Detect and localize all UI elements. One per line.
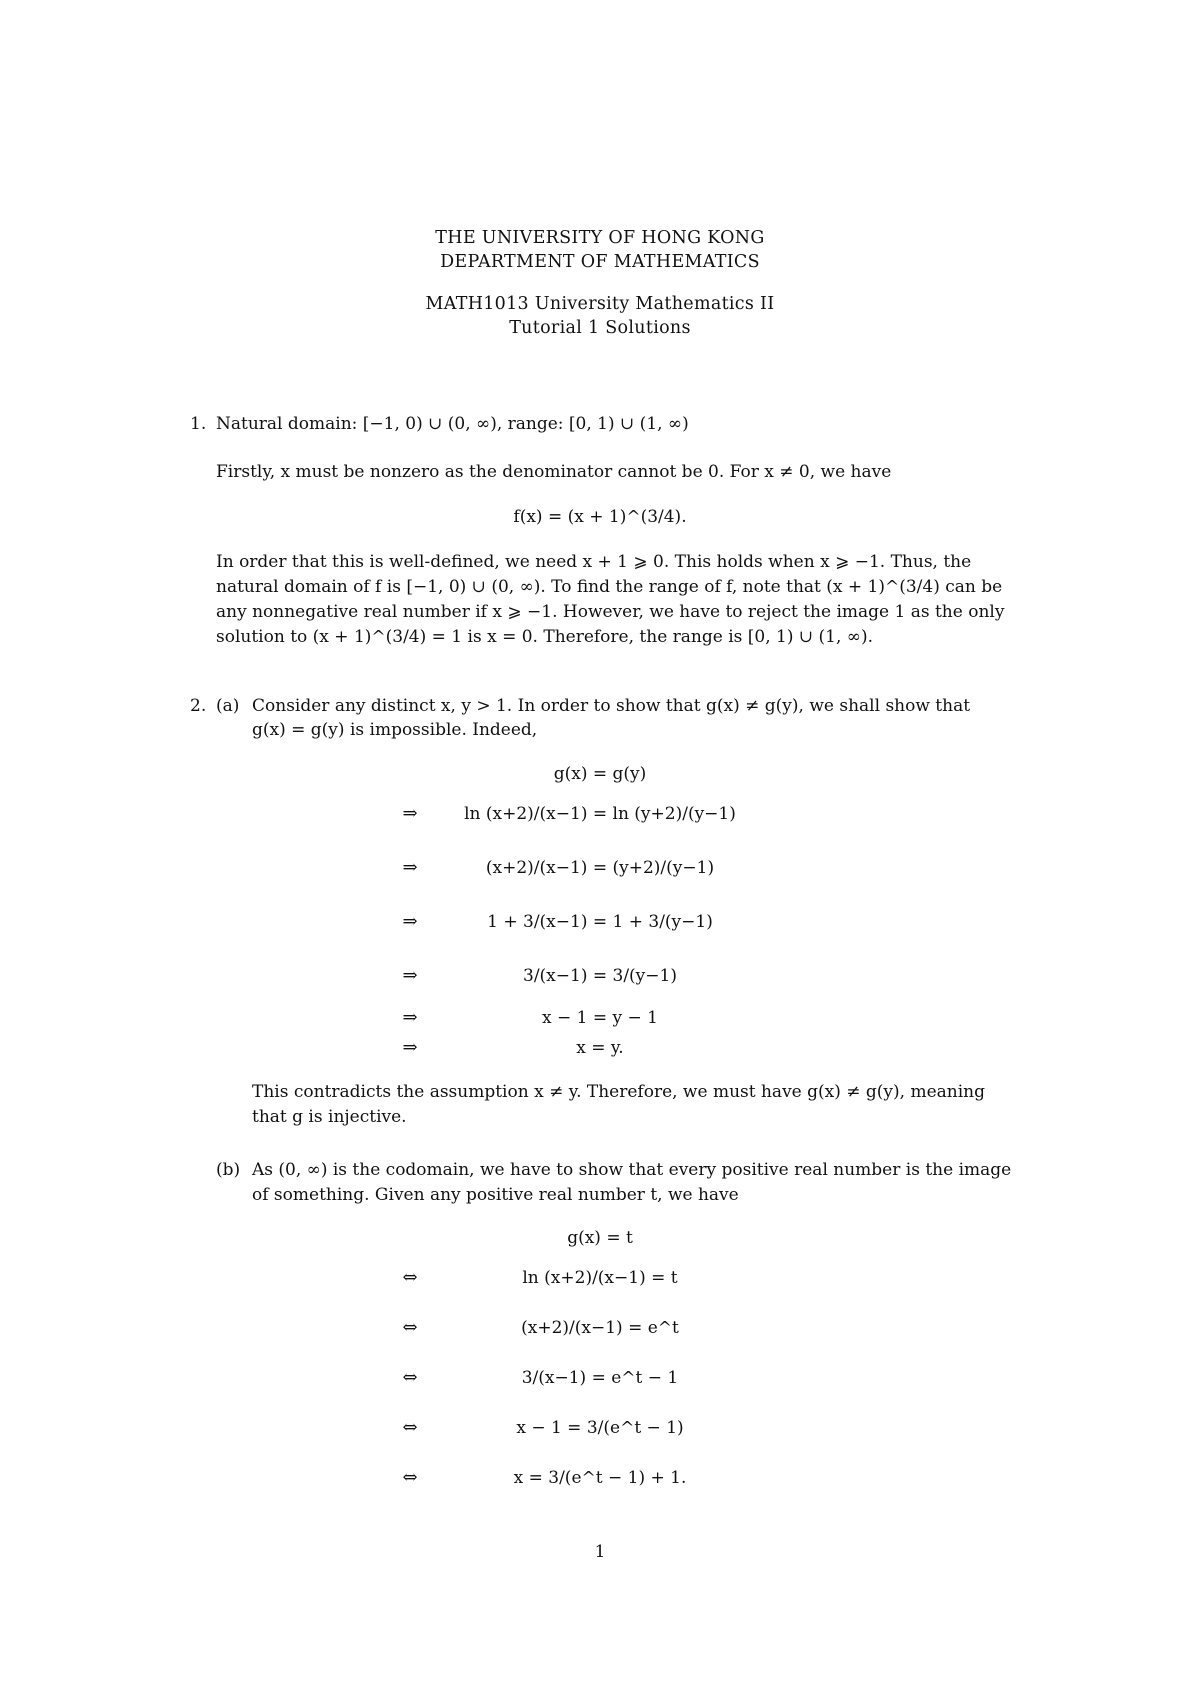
part-a-step-1: ln (x+2)/(x−1) = ln (y+2)/(y−1) (464, 804, 736, 824)
question-1-number: 1. (190, 414, 207, 434)
question-1-equation: f(x) = (x + 1)^(3/4). (513, 507, 687, 527)
iff-arrow-5: ⇔ (402, 1467, 418, 1488)
part-a-step-6: x = y. (576, 1038, 624, 1058)
part-b-step-0: g(x) = t (567, 1228, 633, 1248)
iff-arrow-1: ⇔ (402, 1267, 418, 1288)
part-a-line1: Consider any distinct x, y > 1. In order to show that g(x) ≠ g(y), we shall show that (252, 696, 971, 716)
part-b-label: (b) (216, 1160, 241, 1180)
iff-arrow-4: ⇔ (402, 1417, 418, 1438)
part-b-step-2: (x+2)/(x−1) = e^t (521, 1318, 679, 1338)
part-a-step-2: (x+2)/(x−1) = (y+2)/(y−1) (485, 858, 715, 878)
question-2-number: 2. (190, 696, 207, 716)
part-a-step-0: g(x) = g(y) (553, 764, 647, 784)
department-name: DEPARTMENT OF MATHEMATICS (440, 252, 760, 272)
part-b-step-1: ln (x+2)/(x−1) = t (522, 1268, 678, 1288)
part-a-line2: g(x) = g(y) is impossible. Indeed, (252, 720, 538, 740)
tutorial-title: Tutorial 1 Solutions (509, 318, 691, 338)
page-number: 1 (594, 1542, 606, 1562)
part-a-step-5: x − 1 = y − 1 (542, 1008, 658, 1028)
course-title: MATH1013 University Mathematics II (425, 294, 775, 314)
part-a-conclusion-line2: that g is injective. (252, 1107, 407, 1127)
question-1-para2-line3: any nonnegative real number if x ⩾ −1. However, we have to reject the image 1 as the only (216, 602, 1005, 622)
iff-arrow-2: ⇔ (402, 1317, 418, 1338)
part-b-step-3: 3/(x−1) = e^t − 1 (521, 1368, 679, 1388)
implies-arrow-2: ⇒ (402, 857, 418, 878)
implies-arrow-5: ⇒ (402, 1007, 418, 1028)
question-1-para2-line1: In order that this is well-defined, we need x + 1 ⩾ 0. This holds when x ⩾ −1. Thus, the (216, 552, 972, 572)
part-a-label: (a) (216, 696, 240, 716)
part-b-step-4: x − 1 = 3/(e^t − 1) (516, 1418, 684, 1438)
question-1-answer: Natural domain: [−1, 0) ∪ (0, ∞), range: [0, 1) ∪ (1, ∞) (216, 414, 689, 434)
implies-arrow-1: ⇒ (402, 803, 418, 824)
implies-arrow-3: ⇒ (402, 911, 418, 932)
part-a-conclusion-line1: This contradicts the assumption x ≠ y. Therefore, we must have g(x) ≠ g(y), meaning (252, 1082, 986, 1102)
iff-arrow-3: ⇔ (402, 1367, 418, 1388)
part-b-line2: of something. Given any positive real number t, we have (252, 1185, 739, 1205)
university-name: THE UNIVERSITY OF HONG KONG (435, 228, 765, 248)
implies-arrow-4: ⇒ (402, 965, 418, 986)
question-1-para1: Firstly, x must be nonzero as the denominator cannot be 0. For x ≠ 0, we have (216, 462, 892, 482)
question-1-para2-line4: solution to (x + 1)^(3/4) = 1 is x = 0. Therefore, the range is [0, 1) ∪ (1, ∞). (216, 627, 873, 647)
part-b-line1: As (0, ∞) is the codomain, we have to show that every positive real number is the image (252, 1160, 1012, 1180)
implies-arrow-6: ⇒ (402, 1037, 418, 1058)
question-1-para2-line2: natural domain of f is [−1, 0) ∪ (0, ∞). To find the range of f, note that (x + 1)^(3/4) can be (216, 577, 1003, 597)
part-b-step-5: x = 3/(e^t − 1) + 1. (513, 1468, 687, 1488)
part-a-step-4: 3/(x−1) = 3/(y−1) (523, 966, 677, 986)
part-a-step-3: 1 + 3/(x−1) = 1 + 3/(y−1) (487, 912, 713, 932)
